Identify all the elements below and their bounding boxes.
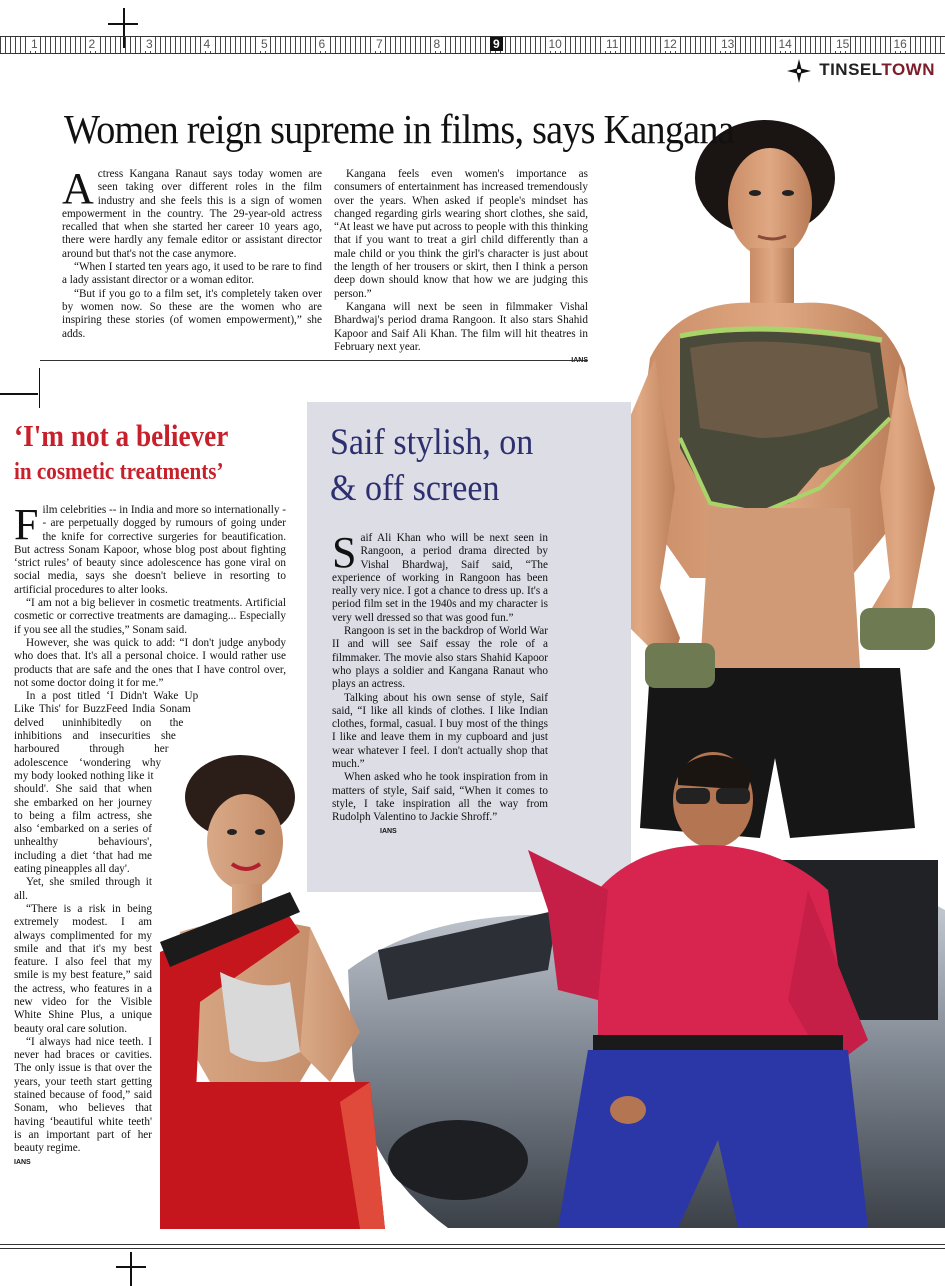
article2-credit: IANS — [14, 1158, 31, 1166]
article2-paragraph: “I always had nice teeth. I never had braces or cavities. The only issue is that over the years, your teeth start getting stained because of food,” said Sonam, who believes that having ‘beautiful white teeth' is an important part of her beauty regime. — [14, 1035, 152, 1155]
article3-paragraph: Talking about his own sense of style, Saif said, “I like all kinds of clothes. I like Indian clothes, formal, casual. I buy most of the things I like and leave them in my cupboard and just wear whatever I feel. I don't actually shop that much.” — [332, 691, 548, 771]
article3-dropcap: S — [332, 528, 357, 577]
page-bottom-rule — [0, 1244, 945, 1245]
ruler-number: 11 — [606, 37, 619, 51]
section-tag — [819, 60, 935, 80]
ruler-number: 3 — [146, 37, 153, 51]
article2-paragraph: “There is a risk in being extremely modest. I am always complimented for my smile and that it's my best feature. I also feel that my smile is my best feature,” said the actress, who features in a new video for the Visible White Shine Plus, a unique beauty oral care solution. — [14, 902, 152, 1035]
ruler-number: 5 — [261, 37, 268, 51]
ruler-number: 16 — [893, 37, 907, 51]
article1-column1 — [62, 164, 322, 341]
article3-headline-line1: Saif stylish, on — [330, 422, 534, 463]
crop-mark-left-v — [39, 368, 40, 408]
article2-body — [14, 500, 286, 1170]
article3-paragraph: When asked who he took inspiration from in matters of style, Saif said, “When it comes to style, I take inspiration all the way from Rudolph Valentino to Jackie Shroff.” — [332, 771, 548, 824]
section-name-part2: TOWN — [881, 60, 935, 79]
article2-paragraph: ilm celebrities -- in India and more so internationally -- are perpetually dogged by rumours of going under the knife for corrective surgeries for beautification. But actress Sonam Kapoor, whose blog post about fighting ‘strict rules’ of beauty since adolescence has gone viral on social media, says she doesn't believe in resorting to artificial procedures to alter looks. — [14, 504, 286, 596]
article2-paragraph: Yet, she smiled through it all. — [14, 876, 152, 902]
article1-paragraph: Kangana will next be seen in filmmaker Vishal Bhardwaj's period drama Rangoon. It also stars Shahid Kapoor and Saif Ali Khan. The film will hit theatres in February next year. — [334, 300, 588, 353]
article3-paragraph: Rangoon is set in the backdrop of World War II and will see Saif essay the role of a filmmaker. The movie also stars Shahid Kapoor who plays a soldier and Kangana Ranaut who plays an actress. — [332, 625, 548, 691]
ruler-number: 2 — [88, 37, 96, 51]
ruler-number: 7 — [376, 37, 383, 51]
article1-dropcap: A — [62, 164, 94, 213]
article1-bottom-rule — [40, 360, 588, 361]
page-ruler — [0, 36, 945, 54]
ruler-number: 10 — [548, 37, 562, 51]
crop-mark-bottom-h — [116, 1266, 146, 1268]
article2-paragraph: However, she was quick to add: “I don't judge anybody who does that. It's all a personal choice. I would rather use products that are safe and the ones that I have control over, not some doctor doing it for me.” — [14, 636, 286, 689]
ruler-number: 1 — [31, 37, 38, 51]
section-name-part1: TINSEL — [819, 60, 882, 79]
article1-paragraph: “When I started ten years ago, it used to be rare to find a lady assistant director or a woman editor. — [62, 261, 322, 287]
article1-paragraph: “But if you go to a film set, it's completely taken over by women now. So these are the women who are inspiring these stories (of women empowerment),” she adds. — [62, 287, 322, 340]
article3-headline — [330, 420, 569, 512]
ruler-number: 6 — [318, 37, 326, 51]
article2-headline — [14, 418, 260, 490]
ruler-number: 14 — [778, 37, 792, 51]
ruler-number: 15 — [836, 37, 850, 51]
article1-headline: Women reign supreme in films, says Kangana — [64, 106, 734, 152]
article2-headline-line2: in cosmetic treatments’ — [14, 459, 224, 485]
ruler-number: 12 — [663, 37, 677, 51]
page-bottom-rule-2 — [0, 1248, 945, 1249]
crop-mark-bottom-v — [130, 1252, 132, 1286]
article3-headline-line2: & off screen — [330, 468, 500, 509]
article2-paragraph: In a post titled ‘I Didn't Wake Up Like This' for BuzzFeed India Sonam delved uninhibitedly on the inhibitions and insecurities she harboured through her adolescence ‘wondering why my body looked nothing like it should'. She said that when she embarked on her journey to being a film actress, she also ‘embarked on a series of unhealthy behaviours', including a diet ‘that had me eating pineapples all day'. — [14, 690, 199, 876]
ruler-number: 4 — [203, 37, 211, 51]
ruler-number: 13 — [721, 37, 735, 51]
article2-paragraph: “I am not a big believer in cosmetic treatments. Artificial cosmetic or corrective treatments are damaging... Especially if you see all the studies,” Sonam said. — [14, 597, 286, 636]
article1-paragraph: ctress Kangana Ranaut says today women are seen taking over different roles in the film industry and she feels this is a sign of women empowerment in the country. The 29-year-old actress recalled that when she started her career 10 years ago, there were hardly any female editor or assistant director around but that's not the case anymore. — [62, 168, 322, 260]
article2-dropcap: F — [14, 500, 39, 549]
article3-body — [332, 528, 548, 838]
compass-icon — [787, 59, 811, 83]
article2-headline-line1: ‘I'm not a believer — [14, 418, 229, 453]
article1-paragraph: Kangana feels even women's importance as consumers of entertainment has increased tremendously over the years. When asked if people's mindset has changed regarding girls wearing short clothes, she said, “At least we have put across to people with this thinking that if you want to treat a girl child differently than a male child or you think the girl's character is just about the length of her trousers or skirt, then I think a person deep down should know that how we are judging this person.” — [334, 168, 588, 300]
ruler-number: 9 — [490, 37, 503, 51]
article3-paragraph: aif Ali Khan who will be next seen in Rangoon, a period drama directed by Vishal Bhardwaj, Saif said, “The experience of working in Rangoon has been really very nice. I got a chance to dress up. It's a period film set in the 1940s and my character is very well dressed so that was good fun.” — [332, 532, 548, 624]
crop-mark-left-h — [0, 393, 38, 395]
article3-credit: IANS — [380, 827, 397, 835]
sonam-wrap-space — [152, 690, 286, 1170]
ruler-number: 8 — [433, 37, 441, 51]
crop-mark-top-h — [108, 23, 138, 25]
article1-column2 — [334, 168, 588, 367]
